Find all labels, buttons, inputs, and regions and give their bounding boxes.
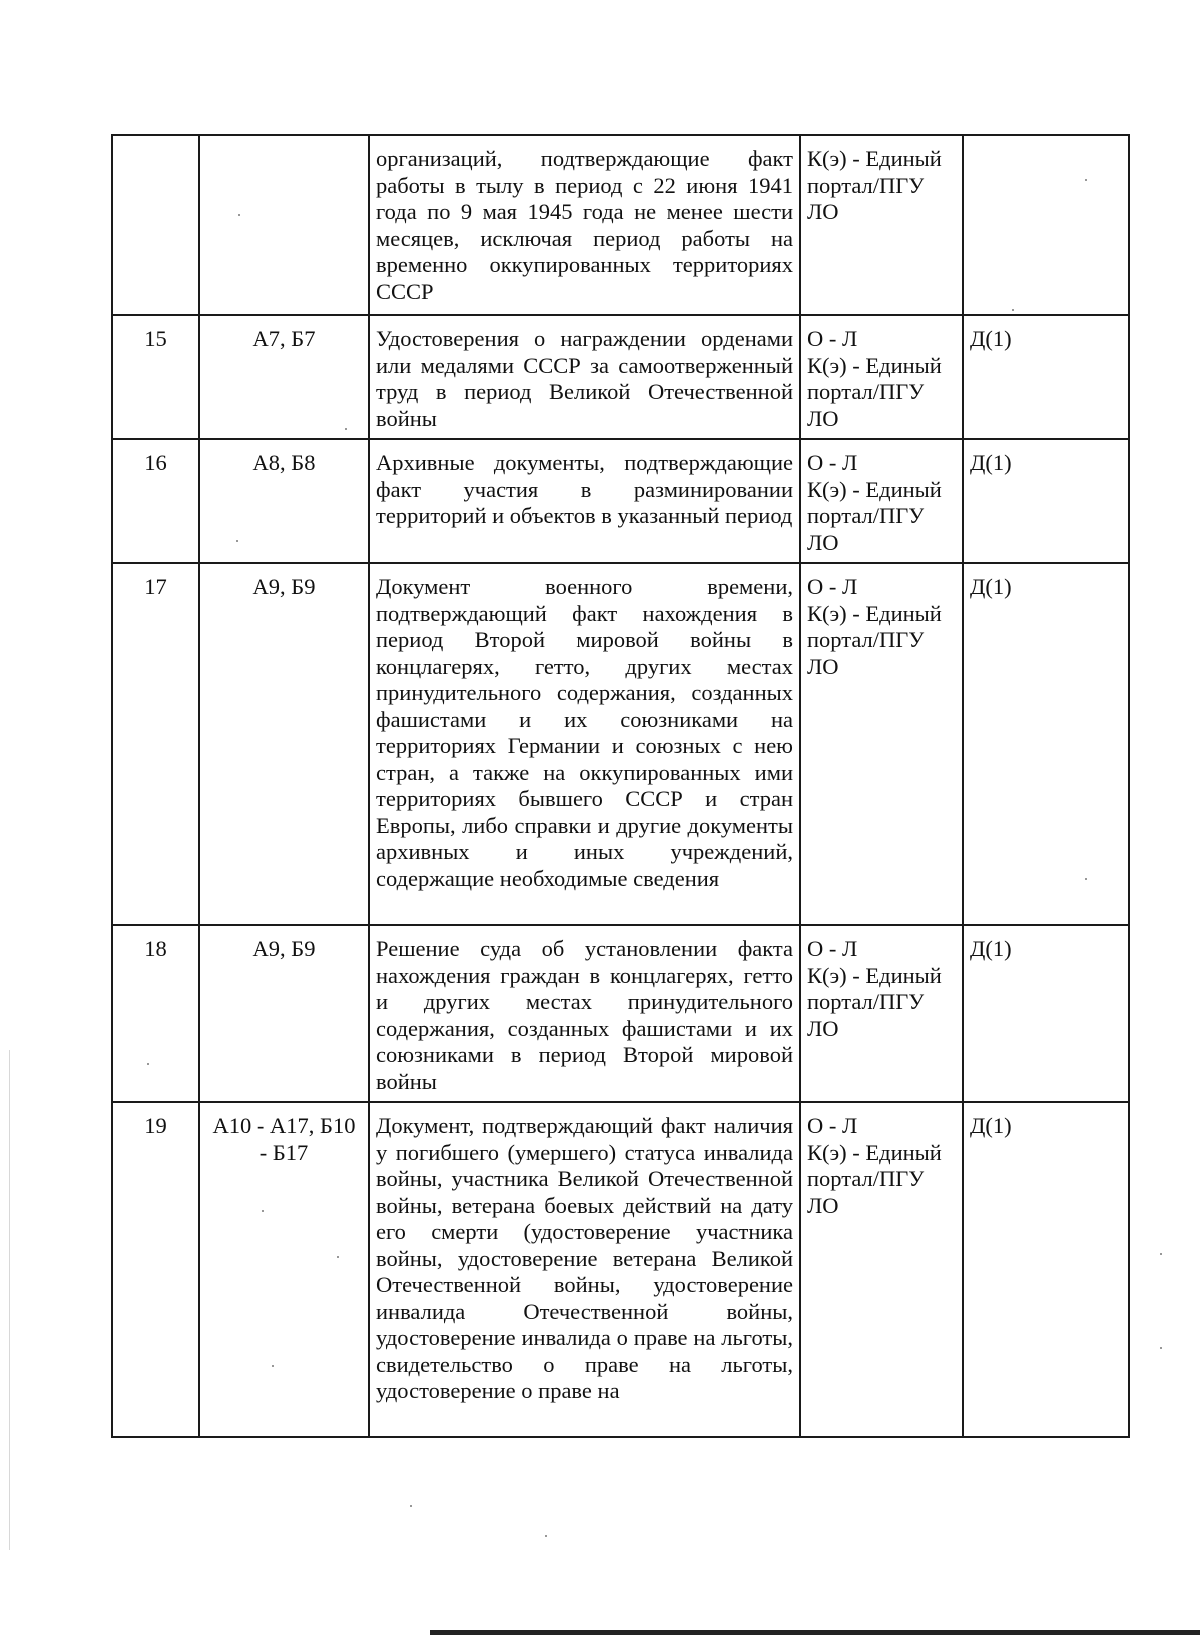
submission-form-line: О - Л xyxy=(807,450,858,475)
row-number-cell: 16 xyxy=(112,439,199,563)
documents-table xyxy=(111,134,1130,1438)
row-description-cell: организаций, подтверждающие факт работы в тылу в период с 22 июня 1941 года по 9 мая 1945 года не менее шести месяцев, исключая период работы на временно оккупированных территориях СССР xyxy=(369,135,800,315)
row-submission-form-cell xyxy=(800,925,963,1102)
submission-form-line: К(э) - Единый портал/ПГУ ЛО xyxy=(807,600,942,679)
row-number-cell: 17 xyxy=(112,563,199,925)
submission-form-line: К(э) - Единый портал/ПГУ ЛО xyxy=(807,476,942,555)
table-row xyxy=(112,1102,1129,1437)
submission-form-line: О - Л xyxy=(807,574,858,599)
row-description-cell: Документ военного времени, подтверждающий факт нахождения в период Второй мировой войны в концлагерях, гетто, других местах принудительного содержания, созданных фашистами и их союзниками на территориях Германии и союзных с нею стран, а также на оккупированных ими территориях бывшего СССР и стран Европы, либо справки и другие документы архивных и иных учреждений, содержащие необходимые сведения xyxy=(369,563,800,925)
row-codes-cell: А10 - А17, Б10 - Б17 xyxy=(199,1102,369,1437)
scan-edge-line xyxy=(9,1050,10,1550)
submission-form-line: О - Л xyxy=(807,326,858,351)
row-codes-cell: А9, Б9 xyxy=(199,563,369,925)
row-number-cell: 19 xyxy=(112,1102,199,1437)
table-row xyxy=(112,563,1129,925)
row-note-cell xyxy=(963,135,1129,315)
row-description-cell: Решение суда об установлении факта нахождения граждан в концлагерях, гетто и других местах принудительного содержания, созданных фашистами и их союзниками в период Второй мировой войны xyxy=(369,925,800,1102)
submission-form-line: О - Л xyxy=(807,1113,858,1138)
table-row xyxy=(112,135,1129,315)
submission-form-line: К(э) - Единый портал/ПГУ ЛО xyxy=(807,146,942,224)
row-number-cell xyxy=(112,135,199,315)
row-description-cell: Документ, подтверждающий факт наличия у погибшего (умершего) статуса инвалида войны, участника Великой Отечественной войны, ветерана боевых действий на дату его смерти (удостоверение участника войны, удостоверение ветерана Великой Отечественной войны, удостоверение инвалида Отечественной войны, удостоверение инвалида о праве на льготы, свидетельство о праве на льготы, удостоверение о праве на xyxy=(369,1102,800,1437)
submission-form-line: О - Л xyxy=(807,936,858,961)
row-note-cell: Д(1) xyxy=(963,315,1129,439)
row-note-cell: Д(1) xyxy=(963,1102,1129,1437)
row-submission-form-cell xyxy=(800,563,963,925)
row-number-cell: 18 xyxy=(112,925,199,1102)
row-submission-form-cell xyxy=(800,439,963,563)
table-row xyxy=(112,925,1129,1102)
row-note-cell: Д(1) xyxy=(963,925,1129,1102)
submission-form-line: К(э) - Единый портал/ПГУ ЛО xyxy=(807,352,942,431)
row-description-cell: Архивные документы, подтверждающие факт участия в разминировании территорий и объектов в указанный период xyxy=(369,439,800,563)
row-note-cell: Д(1) xyxy=(963,563,1129,925)
row-note-cell: Д(1) xyxy=(963,439,1129,563)
row-submission-form-cell xyxy=(800,1102,963,1437)
row-submission-form-cell xyxy=(800,135,963,315)
submission-form-line: К(э) - Единый портал/ПГУ ЛО xyxy=(807,962,942,1041)
row-codes-cell: А9, Б9 xyxy=(199,925,369,1102)
row-description-cell: Удостоверения о награждении орденами или медалями СССР за самоотверженный труд в период Великой Отечественной войны xyxy=(369,315,800,439)
row-submission-form-cell xyxy=(800,315,963,439)
row-codes-cell: А8, Б8 xyxy=(199,439,369,563)
row-codes-cell: А7, Б7 xyxy=(199,315,369,439)
scan-bottom-edge xyxy=(430,1630,1200,1635)
table-body xyxy=(112,135,1129,1437)
table-row xyxy=(112,315,1129,439)
submission-form-line: К(э) - Единый портал/ПГУ ЛО xyxy=(807,1139,942,1218)
table-row xyxy=(112,439,1129,563)
row-number-cell: 15 xyxy=(112,315,199,439)
row-codes-cell xyxy=(199,135,369,315)
